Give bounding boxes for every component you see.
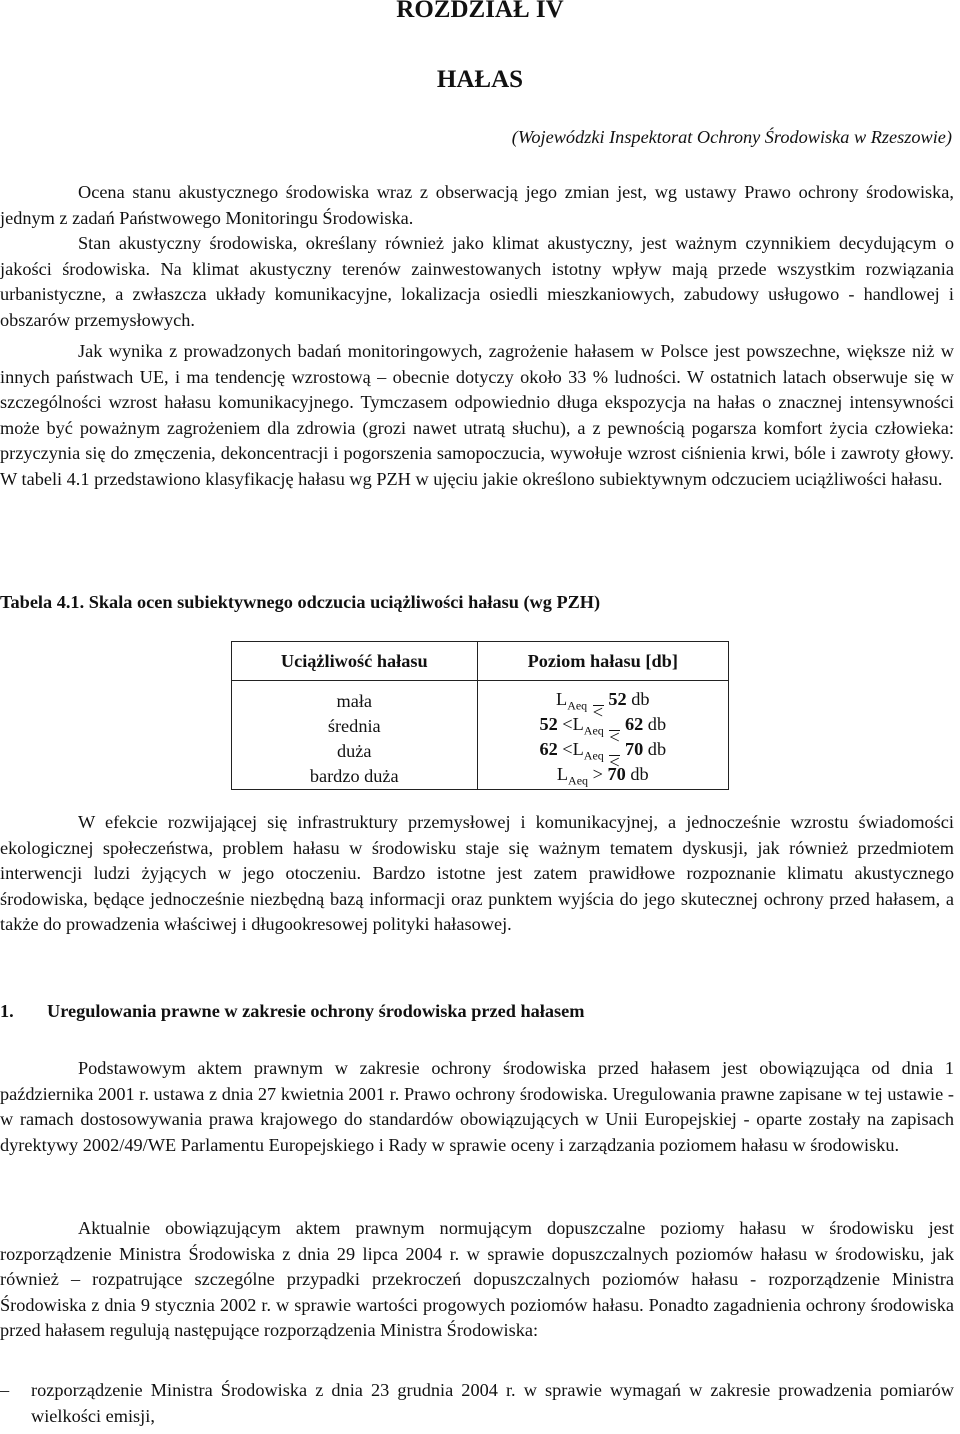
row-level [477, 764, 728, 790]
level-value: 62 [624, 714, 644, 735]
noise-scale-table [231, 641, 729, 790]
table-row [232, 714, 729, 739]
column-header-nuisance: Uciążliwość hałasu [232, 642, 478, 681]
author-subtitle: (Wojewódzki Inspektorat Ochrony Środowiska w Rzeszowie) [511, 127, 952, 147]
section-heading [0, 1001, 584, 1022]
section-paragraph-1: Podstawowym aktem prawnym w zakresie ochrony środowiska przed hałasem jest obowiązująca od dnia 1 października 2001 r. ustawa z dnia 27 kwietnia 2001 r. Prawo ochrony środowiska. Uregulowania prawne zapisane w tej ustawie - w ramach dostosowywania prawa krajowego do standardów obowiązujących w Unii Europejskiej - oparte zostały na zapisach dyrektywy 2002/49/WE Parlamentu Europejskiego i Rady w sprawie oceny i zarządzania poziomem hałasu w środowisku. [0, 1058, 954, 1155]
after-table-paragraph: W efekcie rozwijającej się infrastruktury przemysłowej i komunikacyjnej, a jednocześnie wzrostu świadomości ekologicznej społeczeństwa, problem hałasu w środowisku staje się ważnym tematem dyskusji, jak również przedmiotem interwencji ludzi żyjących w jego otoczeniu. Bardzo istotne jest zatem prawidłowe rozpoznanie klimatu akustycznego środowiska, będące jednocześnie niezbędną bazą informacji oraz punktem wyjścia do jego skutecznej ochrony przed hałasem, a także do prowadzenia właściwej i długookresowej polityki hałasowej. [0, 812, 954, 935]
level-symbol: L [556, 764, 569, 785]
level-symbol: L [572, 739, 584, 760]
row-level [477, 739, 728, 764]
table-row [232, 689, 729, 714]
chapter-heading: ROZDZIAŁ IV [396, 0, 564, 23]
row-label: mała [232, 689, 478, 714]
level-symbol: L [556, 689, 568, 710]
comparison-sign: < [562, 739, 573, 760]
unit: db [631, 689, 650, 710]
row-label: bardzo duża [232, 764, 478, 790]
table-row [232, 739, 729, 764]
table-row [232, 764, 729, 790]
section-paragraph-2: Aktualnie obowiązującym aktem prawnym normującym dopuszczalne poziomy hałasu w środowisku jest rozporządzenie Ministra Środowiska z dnia 29 lipca 2004 r. w sprawie dopuszczalnych poziomów hałasu w środowisku, jak również – rozpatrujące szczególne przypadki przekroczeń dopuszczalnych poziomów hałasu - rozporządzenie Ministra Środowiska z dnia 9 stycznia 2002 r. w sprawie wartości progowych poziomów hałasu. Ponadto zagadnienia ochrony środowiska przed hałasem regulują następujące rozporządzenia Ministra Środowiska: [0, 1218, 954, 1341]
section-number: 1. [0, 1001, 14, 1021]
intro-paragraph-3: Jak wynika z prowadzonych badań monitoringowych, zagrożenie hałasem w Polsce jest powszechne, większe niż w innych państwach UE, i ma tendencję wzrostową – obecnie dotyczy około 33 % ludności. W ostatnich latach obserwuje się w szczególności wzrost hałasu komunikacyjnego. Tymczasem odpowiednio długa ekspozycja na hałas o znacznej intensywności może być poważnym zagrożeniem dla zdrowia (grozi nawet utratą słuchu), a z pewnością pogarsza komfort życia człowieka: przyczynia się do zmęczenia, dekoncentracji i pogorszenia samopoczucia, wywołuje wzrost ciśnienia krwi, bóle i zawroty głowy. W tabeli 4.1 przedstawiono klasyfikację hałasu wg PZH w ujęciu jakie określono subiektywnym odczuciem uciążliwości hałasu. [0, 341, 954, 489]
level-value: 70 [624, 739, 644, 760]
unit: db [630, 764, 649, 785]
row-label: duża [232, 739, 478, 764]
level-value: 52 [608, 689, 627, 710]
list-item [0, 1378, 954, 1429]
intro-paragraph-1: Ocena stanu akustycznego środowiska wraz z obserwacją jego zmian jest, wg ustawy Prawo ochrony środowiska, jednym z zadań Państwowego Monitoringu Środowiska. [0, 182, 954, 228]
column-header-level: Poziom hałasu [db] [477, 642, 728, 681]
level-subscript: Aeq [583, 723, 604, 738]
unit: db [647, 714, 667, 735]
unit: db [647, 739, 667, 760]
level-subscript: Aeq [567, 698, 588, 713]
level-symbol: L [572, 714, 584, 735]
level-value: 52 [539, 714, 558, 735]
row-level [477, 689, 728, 714]
page-title: HAŁAS [436, 66, 524, 93]
list-item-text: rozporządzenie Ministra Środowiska z dnia 23 grudnia 2004 r. w sprawie wymagań w zakresie prowadzenia pomiarów wielkości emisji, [31, 1380, 954, 1426]
comparison-sign: > [592, 764, 603, 785]
section-title: Uregulowania prawne w zakresie ochrony środowiska przed hałasem [47, 1001, 585, 1021]
level-subscript: Aeq [583, 748, 604, 763]
level-subscript: Aeq [568, 773, 589, 788]
table-caption: Tabela 4.1. Skala ocen subiektywnego odczucia uciążliwości hałasu (wg PZH) [0, 592, 601, 612]
level-value: 62 [539, 739, 558, 760]
list-dash: – [0, 1380, 10, 1400]
intro-paragraph-2: Stan akustyczny środowiska, określany również jako klimat akustyczny, jest ważnym czynnikiem decydującym o jakości środowiska. Na klimat akustyczny terenów zainwestowanych istotny wpływ mają przede wszystkim rozwiązania urbanistyczne, a zwłaszcza układy komunikacyjne, lokalizacja osiedli mieszkaniowych, zabudowy usługowo - handlowej i obszarów przemysłowych. [0, 233, 954, 330]
level-value: 70 [607, 764, 626, 785]
row-label: średnia [232, 714, 478, 739]
comparison-sign: < [562, 714, 573, 735]
